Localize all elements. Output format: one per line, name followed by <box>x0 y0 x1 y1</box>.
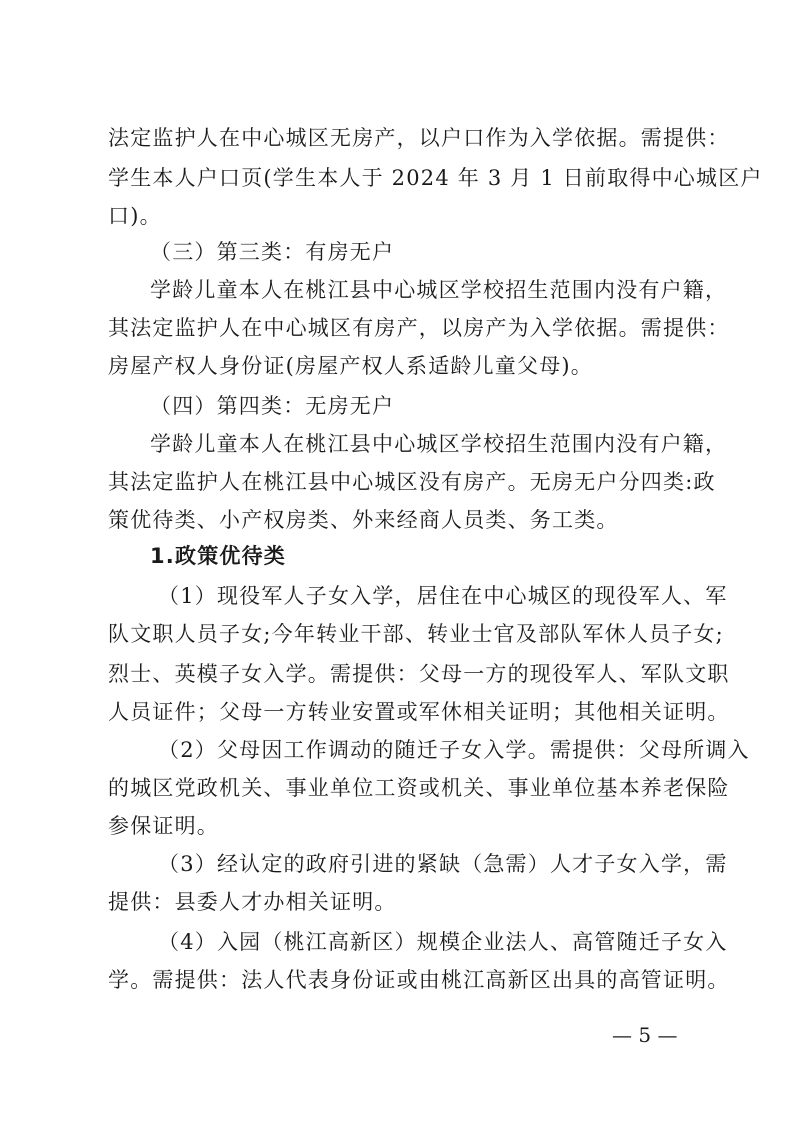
paragraph-line: 口)。 <box>108 204 162 228</box>
paragraph-line: 学。需提供：法人代表身份证或由桃江高新区出具的高管证明。 <box>108 968 730 992</box>
paragraph-line: （4）入园（桃江高新区）规模企业法人、高管随迁子女入 <box>158 930 728 954</box>
paragraph-line: （3）经认定的政府引进的紧缺（急需）人才子女入学，需 <box>158 852 728 876</box>
section-heading-3: （三）第三类：有房无户 <box>150 240 395 264</box>
paragraph-line: 策优待类、小产权房类、外来经商人员类、务工类。 <box>108 508 619 532</box>
paragraph-line: 学生本人户口页(学生本人于 2024 年 3 月 1 日前取得中心城区户 <box>108 166 763 190</box>
paragraph-line: 法定监护人在中心城区无房产，以户口作为入学依据。需提供： <box>108 126 730 150</box>
paragraph-line: 队文职人员子女;今年转业干部、转业士官及部队军休人员子女; <box>108 622 724 646</box>
paragraph-line: 学龄儿童本人在桃江县中心城区学校招生范围内没有户籍， <box>150 432 728 456</box>
paragraph-line: （2）父母因工作调动的随迁子女入学。需提供：父母所调入 <box>158 738 750 762</box>
paragraph-line: 其法定监护人在桃江县中心城区没有房产。无房无户分四类:政 <box>108 470 716 494</box>
paragraph-line: 房屋产权人身份证(房屋产权人系适龄儿童父母)。 <box>108 354 593 378</box>
paragraph-line: 的城区党政机关、事业单位工资或机关、事业单位基本养老保险 <box>108 776 730 800</box>
paragraph-line: 烈士、英模子女入学。需提供：父母一方的现役军人、军队文职 <box>108 662 730 686</box>
paragraph-line: 人员证件；父母一方转业安置或军休相关证明；其他相关证明。 <box>108 700 730 724</box>
paragraph-line: （1）现役军人子女入学，居住在中心城区的现役军人、军 <box>158 584 728 608</box>
paragraph-line: 其法定监护人在中心城区有房产，以房产为入学依据。需提供： <box>108 316 730 340</box>
subsection-heading: 1.政策优待类 <box>150 544 286 568</box>
paragraph-line: 参保证明。 <box>108 814 219 838</box>
paragraph-line: 学龄儿童本人在桃江县中心城区学校招生范围内没有户籍， <box>150 278 728 302</box>
page-number: — 5 — <box>612 1023 678 1047</box>
section-heading-4: （四）第四类：无房无户 <box>150 394 395 418</box>
paragraph-line: 提供：县委人才办相关证明。 <box>108 890 397 914</box>
